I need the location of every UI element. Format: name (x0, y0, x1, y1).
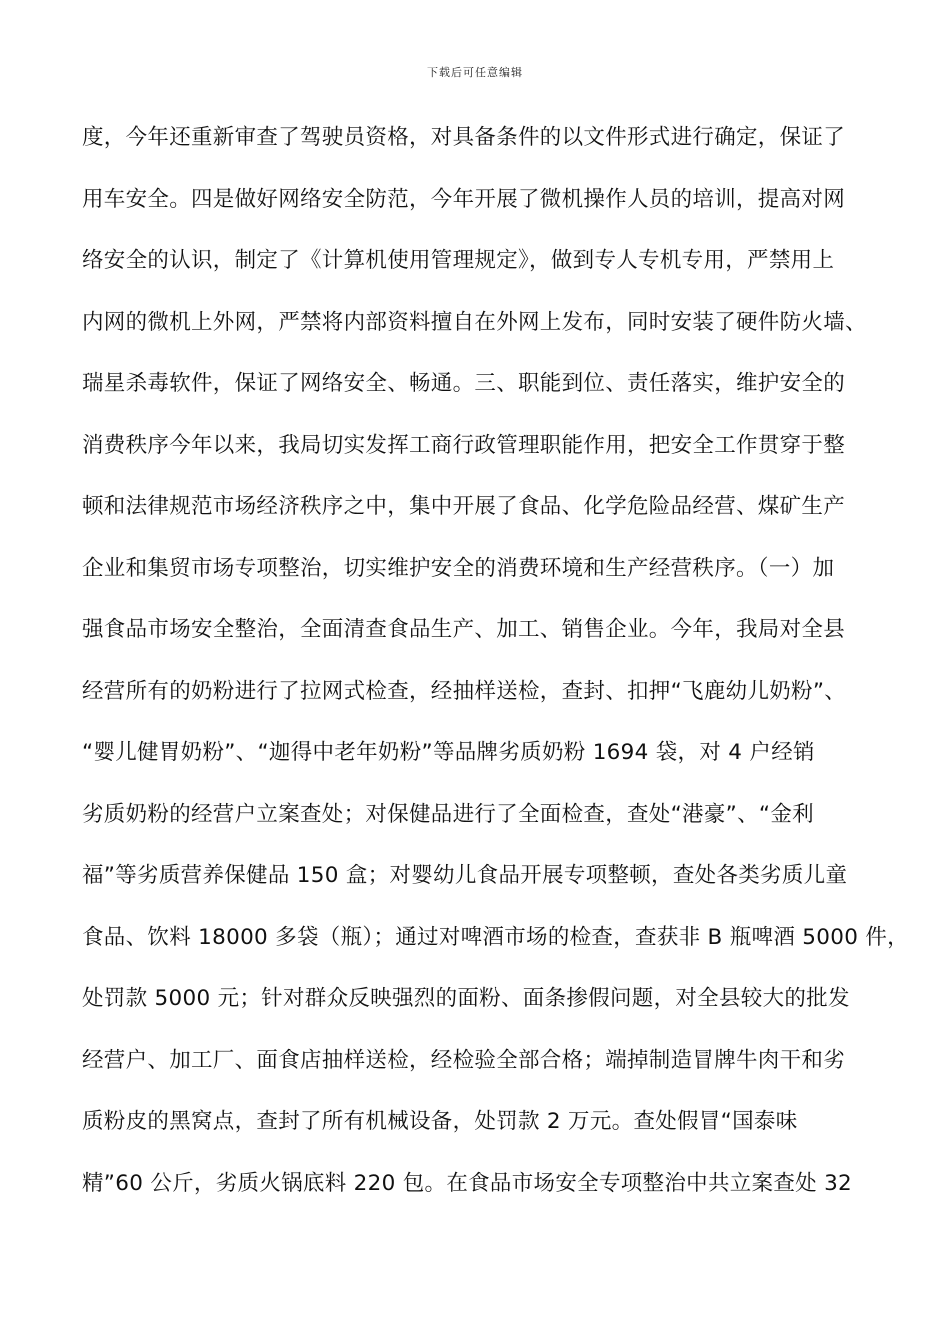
text-line: 强食品市场安全整治，全面清查食品生产、加工、销售企业。今年，我局对全县 (82, 617, 846, 642)
text-line: 处罚款 5000 元；针对群众反映强烈的面粉、面条掺假问题，对全县较大的批发 (82, 986, 850, 1011)
text-line: 企业和集贸市场专项整治，切实维护安全的消费环境和生产经营秩序。（一）加 (82, 555, 835, 581)
text-line: 经营所有的奶粉进行了拉网式检查，经抽样送检，查封、扣押“飞鹿幼儿奶粉”、 (82, 678, 847, 704)
text-line: 劣质奶粉的经营户立案查处；对保健品进行了全面检查，查处“港豪”、“金利 (82, 801, 814, 827)
text-line: 用车安全。四是做好网络安全防范，今年开展了微机操作人员的培训，提高对网 (82, 186, 846, 212)
text-line: 瑞星杀毒软件，保证了网络安全、畅通。三、职能到位、责任落实，维护安全的 (82, 371, 846, 396)
text-line: “婴儿健胃奶粉”、“迦得中老年奶粉”等品牌劣质奶粉 1694 袋，对 4 户经销 (82, 740, 815, 765)
page-header: 下载后可任意编辑 (427, 66, 523, 79)
text-line: 内网的微机上外网，严禁将内部资料擅自在外网上发布，同时安装了硬件防火墙、 (82, 309, 867, 335)
text-line: 经营户、加工厂、面食店抽样送检，经检验全部合格；端掉制造冒牌牛肉干和劣 (82, 1047, 846, 1073)
text-line: 络安全的认识，制定了《计算机使用管理规定》，做到专人专机专用，严禁用上 (82, 248, 835, 273)
document-body (82, 116, 909, 1223)
text-line: 质粉皮的黑窝点，查封了所有机械设备，处罚款 2 万元。查处假冒“国泰味 (82, 1109, 798, 1134)
text-line: 度，今年还重新审查了驾驶员资格，对具备条件的以文件形式进行确定，保证了 (82, 125, 846, 150)
text-line: 福”等劣质营养保健品 150 盒；对婴幼儿食品开展专项整顿，查处各类劣质儿童 (82, 863, 848, 888)
text-line: 食品、饮料 18000 多袋（瓶）；通过对啤酒市场的检查，查获非 B 瓶啤酒 5000 件， (82, 924, 909, 950)
text-line: 精”60 公斤，劣质火锅底料 220 包。在食品市场安全专项整治中共立案查处 32 (82, 1170, 853, 1196)
text-line: 消费秩序今年以来，我局切实发挥工商行政管理职能作用，把安全工作贯穿于整 (82, 432, 846, 458)
text-line: 顿和法律规范市场经济秩序之中，集中开展了食品、化学危险品经营、煤矿生产 (82, 494, 846, 519)
